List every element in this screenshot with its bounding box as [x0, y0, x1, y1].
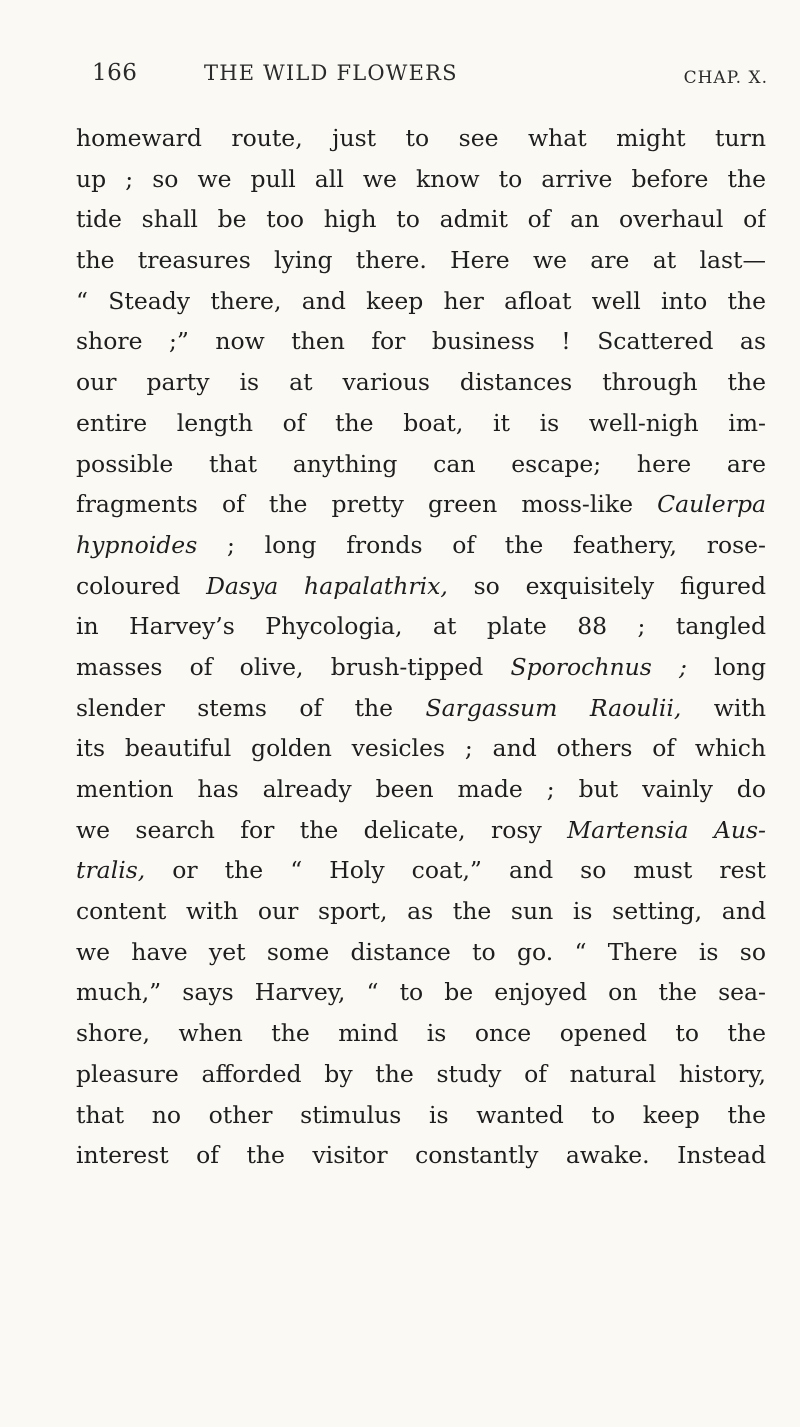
text-segment: that no other stimulus is wanted to keep the — [76, 1100, 766, 1129]
text-segment: so exquisitely figured — [447, 571, 766, 600]
text-segment: up ; so we pull all we know to arrive before the — [76, 164, 766, 193]
text-line — [76, 281, 766, 322]
text-line — [76, 240, 766, 281]
text-segment: coloured — [76, 571, 207, 600]
text-segment: the treasures lying there. Here we are at last— — [76, 246, 766, 275]
text-segment: pleasure afforded by the study of natural history, — [76, 1059, 766, 1088]
text-segment: mention has already been made ; but vainly do — [76, 775, 766, 803]
text-segment: possible that anything can escape; here are — [76, 449, 766, 478]
text-segment: “ Steady there, and keep her afloat well into the — [76, 286, 766, 315]
text-segment: slender stems of the — [76, 693, 426, 722]
text-segment: our party is at various distances through the — [76, 368, 766, 397]
italic-text: Martensia Aus- — [567, 815, 766, 844]
text-line — [76, 688, 766, 729]
text-segment: shore ;” now then for business ! Scattered as — [76, 327, 766, 356]
text-segment: shore, when the mind is once opened to the — [76, 1019, 766, 1048]
text-line — [76, 1135, 766, 1176]
text-line — [76, 321, 766, 362]
text-segment: content with our sport, as the sun is setting, and — [76, 897, 766, 926]
italic-text: Caulerpa — [657, 490, 766, 519]
italic-text: tralis, — [76, 856, 146, 885]
page-number: 166 — [92, 60, 138, 86]
text-line — [76, 769, 766, 810]
text-line — [76, 199, 766, 240]
text-line — [76, 1013, 766, 1054]
text-line — [76, 891, 766, 932]
body-text — [76, 118, 766, 1176]
running-head — [92, 60, 768, 94]
text-line — [76, 972, 766, 1013]
chapter-label: CHAP. X. — [683, 68, 768, 88]
text-segment: fragments of the pretty green moss-like — [76, 490, 658, 519]
running-title: THE WILD FLOWERS — [204, 61, 458, 85]
italic-text: Sporochnus ; — [510, 652, 687, 681]
text-segment: we search for the delicate, rosy — [76, 815, 568, 844]
text-segment: or the “ Holy coat,” and so must rest — [145, 856, 766, 885]
text-segment: entire length of the boat, it is well-nigh im- — [76, 408, 766, 437]
text-segment: masses of olive, brush-tipped — [76, 652, 511, 681]
text-segment: tide shall be too high to admit of an overhaul of — [76, 205, 766, 234]
text-line — [76, 566, 766, 607]
text-segment: we have yet some distance to go. “ There is so — [76, 937, 766, 966]
text-segment: ; long fronds of the feathery, rose- — [197, 530, 766, 559]
text-line — [76, 606, 766, 647]
text-segment: long — [686, 652, 766, 681]
text-line — [76, 118, 766, 159]
text-segment: homeward route, just to see what might turn — [76, 124, 766, 152]
text-line — [76, 647, 766, 688]
italic-text: hypnoides — [76, 530, 198, 559]
text-line — [76, 810, 766, 851]
italic-text: Sargassum Raoulii, — [425, 693, 682, 722]
text-line — [76, 1054, 766, 1095]
italic-text: Dasya hapalathrix, — [206, 571, 448, 600]
text-segment: interest of the visitor constantly awake. Instead — [76, 1141, 766, 1170]
text-line — [76, 728, 766, 769]
text-line — [76, 444, 766, 485]
text-line — [76, 403, 766, 444]
text-line — [76, 484, 766, 525]
text-line — [76, 932, 766, 973]
text-line — [76, 362, 766, 403]
text-line — [76, 850, 766, 891]
text-segment: much,” says Harvey, “ to be enjoyed on the sea- — [76, 978, 766, 1007]
text-line — [76, 525, 766, 566]
text-line — [76, 1095, 766, 1136]
text-segment: its beautiful golden vesicles ; and others of which — [76, 734, 766, 763]
text-segment: with — [681, 693, 766, 722]
text-line — [76, 159, 766, 200]
text-segment: in Harvey’s Phycologia, at plate 88 ; tangled — [76, 612, 766, 641]
